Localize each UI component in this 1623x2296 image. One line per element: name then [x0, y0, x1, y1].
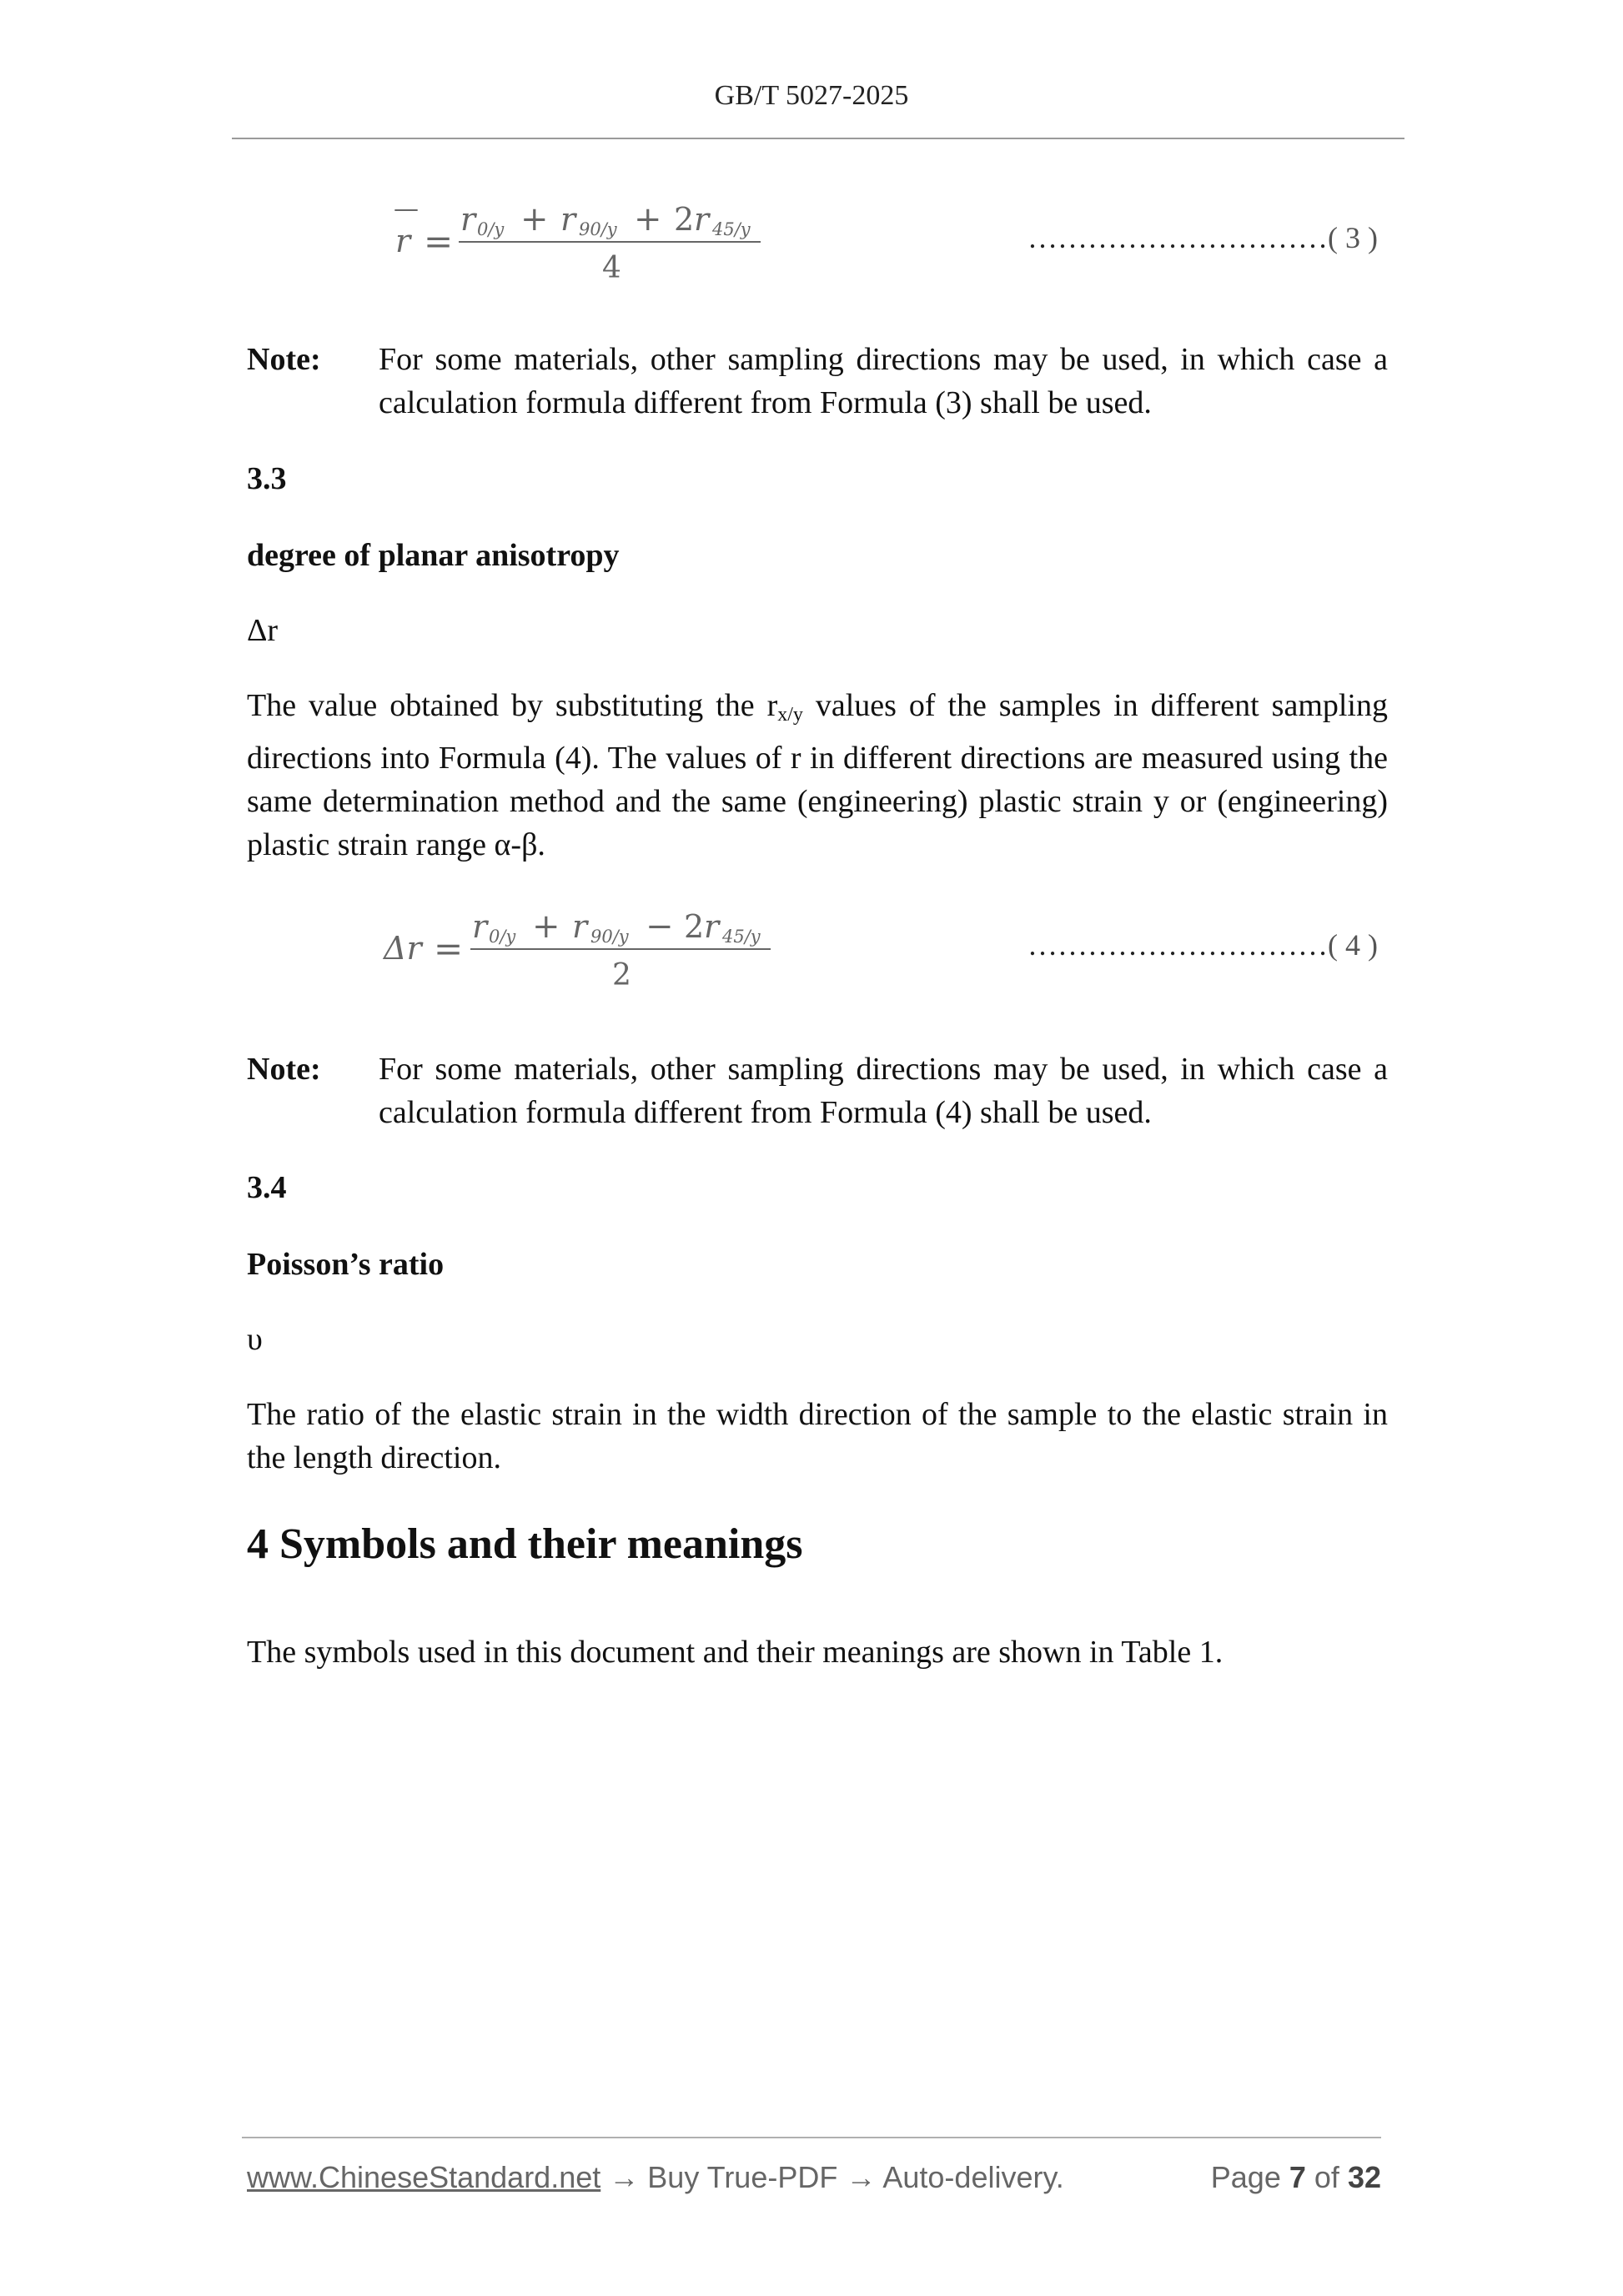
formula-3-math — [367, 192, 834, 292]
note-text: For some materials, other sampling directions may be used, in which case a calculation formula different from Formula (4) shall be used. — [379, 1052, 1388, 1130]
page-footer — [247, 2160, 1381, 2195]
definition-3-3-part-a: The value obtained by substituting the r — [247, 688, 778, 723]
formula-3-term2: r — [560, 201, 576, 238]
formula-3-leader: ………………………… — [1028, 221, 1328, 254]
formula-4-plus: + — [532, 907, 560, 946]
formula-4 — [367, 899, 1393, 999]
formula-4-denominator: 2 — [612, 958, 631, 992]
formula-3-denominator: 4 — [602, 251, 621, 285]
note-formula-3 — [247, 338, 1388, 425]
formula-3-term1: r — [460, 201, 476, 238]
note-label: Note: — [247, 1052, 321, 1087]
formula-4-term1-sub: 0/y — [489, 927, 516, 947]
arrow-right-icon: → — [846, 2160, 877, 2194]
formula-3-plus1: + — [520, 200, 549, 239]
of-word: of — [1314, 2160, 1339, 2194]
formula-4-minus: − — [646, 907, 674, 946]
arrow-right-icon: → — [609, 2160, 640, 2194]
clause-number-3-4: 3.4 — [247, 1170, 287, 1205]
note-text: For some materials, other sampling directions may be used, in which case a calculation formula different from Formula (3) shall be used. — [379, 342, 1388, 420]
formula-4-term3: r — [704, 908, 720, 945]
formula-3-rparen: ) — [1368, 221, 1378, 254]
section-heading-4: 4 Symbols and their meanings — [247, 1520, 803, 1568]
formula-3-lparen: ( — [1328, 221, 1338, 254]
total-pages: 32 — [1347, 2160, 1381, 2194]
term-degree-of-planar-anisotropy: degree of planar anisotropy — [247, 538, 620, 573]
formula-3-plus2: + — [634, 200, 662, 239]
current-page: 7 — [1289, 2160, 1306, 2194]
formula-3-equals: = — [424, 221, 454, 262]
definition-3-4: The ratio of the elastic strain in the width direction of the sample to the elastic strain in the length direction. — [247, 1397, 1388, 1475]
page-header: GB/T 5027-2025 — [714, 80, 909, 111]
formula-4-term2-sub: 90/y — [590, 927, 629, 947]
term-poissons-ratio: Poisson’s ratio — [247, 1247, 445, 1282]
formula-4-lparen: ( — [1328, 928, 1338, 962]
formula-3-term3: r — [694, 201, 710, 238]
formula-3 — [367, 192, 1393, 292]
formula-3-term1-sub: 0/y — [477, 219, 505, 239]
formula-4-math — [367, 899, 834, 999]
formula-4-rparen: ) — [1368, 928, 1378, 962]
definition-3-3-part-b: values of the samples in different sampling directions into Formula (4). The values of r in different directions are measured using the same determination method and the same (engineering) plastic strain y or (engineering) plastic strain range α-β. — [247, 688, 1388, 862]
formula-4-lhs: Δr — [384, 930, 422, 967]
definition-3-3-subscript: x/y — [777, 704, 803, 726]
formula-3-number — [1028, 220, 1378, 255]
formula-3-term3-sub: 45/y — [712, 219, 751, 239]
section-4-body: The symbols used in this document and their meanings are shown in Table 1. — [247, 1635, 1224, 1670]
formula-3-term2-sub: 90/y — [579, 219, 617, 239]
definition-3-3 — [247, 684, 1388, 867]
formula-4-num: 4 — [1345, 928, 1360, 962]
formula-3-term3-coef: 2 — [674, 201, 695, 238]
clause-number-3-3: 3.3 — [247, 461, 287, 496]
page-indicator — [1211, 2160, 1381, 2195]
formula-4-equals: = — [434, 928, 464, 969]
header-rule — [232, 138, 1404, 139]
formula-4-leader: ………………………… — [1028, 928, 1328, 962]
formula-3-lhs-bar: — — [394, 194, 419, 224]
formula-4-term1: r — [472, 908, 488, 945]
formula-3-lhs: r — [395, 223, 411, 259]
symbol-upsilon: υ — [247, 1322, 263, 1357]
formula-4-term3-coef: 2 — [684, 908, 705, 945]
symbol-delta-r: Δr — [247, 613, 279, 648]
footer-rule — [242, 2137, 1381, 2138]
buy-text: Buy True-PDF — [647, 2160, 838, 2194]
note-label: Note: — [247, 342, 321, 377]
note-formula-4 — [247, 1048, 1388, 1134]
page-word: Page — [1210, 2160, 1281, 2194]
formula-4-term2: r — [572, 908, 588, 945]
formula-3-num: 3 — [1345, 221, 1360, 254]
delivery-text: Auto-delivery. — [882, 2160, 1064, 2194]
formula-4-term3-sub: 45/y — [722, 927, 761, 947]
website-link[interactable]: www.ChineseStandard.net — [247, 2160, 601, 2194]
formula-4-number — [1028, 927, 1378, 962]
